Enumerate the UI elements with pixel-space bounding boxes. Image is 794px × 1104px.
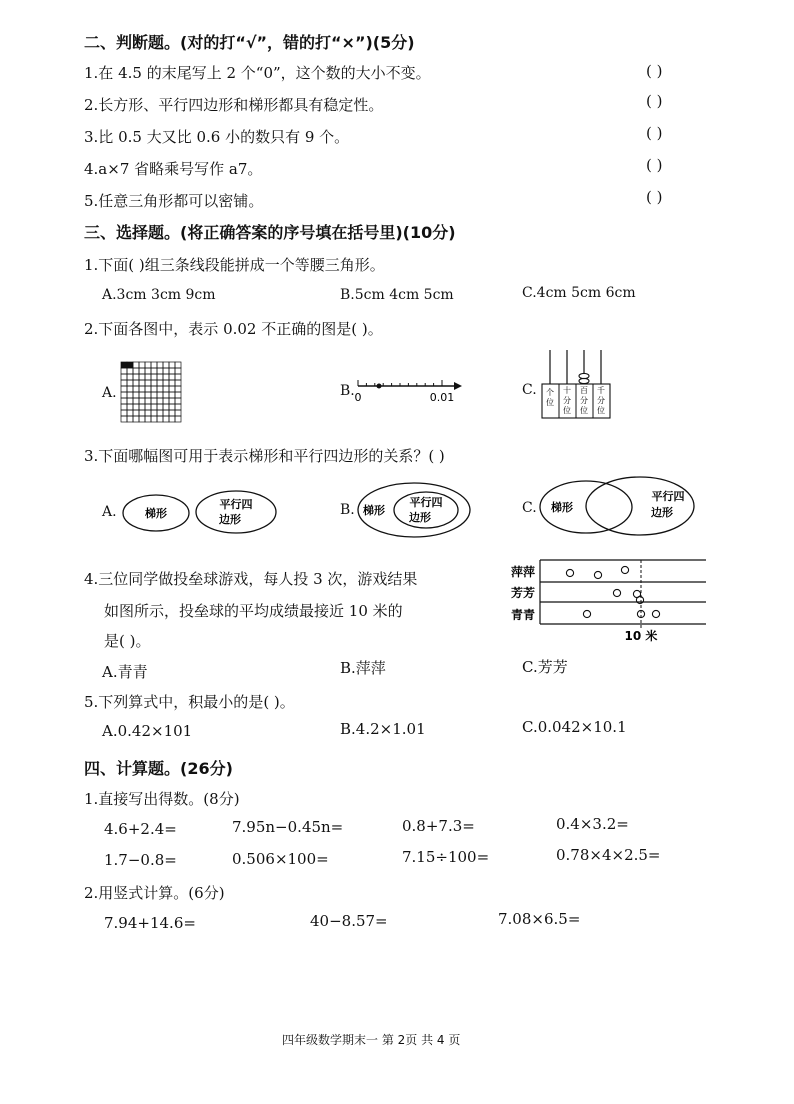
label-parallelogram: 边形 (409, 511, 431, 524)
venn-nested-figure (354, 480, 478, 540)
name-fangfang: 芳芳 (510, 586, 536, 600)
grid-cell (169, 410, 175, 416)
grid-cell (127, 404, 133, 410)
choice-q2-option-c[interactable]: C. (522, 382, 537, 398)
grid-cell (121, 362, 127, 368)
grid-cell (133, 404, 139, 410)
choice-q2-option-a[interactable]: A. (102, 385, 117, 401)
abacus-label: 分 (580, 396, 588, 405)
judge-paren-4[interactable]: ( ) (646, 156, 663, 174)
choice-q5-option-b[interactable]: B.4.2×1.01 (340, 720, 426, 738)
judge-item-3: 3.比 0.5 大又比 0.6 小的数只有 9 个。 (84, 128, 350, 146)
grid-cell (169, 380, 175, 386)
choice-q5: 5.下列算式中，积最小的是( )。 (84, 693, 295, 711)
choice-q3-option-b[interactable]: B. (340, 502, 355, 518)
choice-q4-option-c[interactable]: C.芳芳 (522, 658, 568, 676)
grid-cell (169, 374, 175, 380)
grid-cell (133, 362, 139, 368)
calc-item: 0.4×3.2= (556, 815, 629, 833)
label-parallelogram: 边形 (651, 506, 673, 519)
choice-q3-option-a[interactable]: A. (102, 504, 117, 520)
label-parallelogram: 边形 (219, 513, 241, 526)
grid-cell (175, 368, 181, 374)
grid-cell (151, 386, 157, 392)
grid-cell (127, 410, 133, 416)
grid-cell (127, 398, 133, 404)
grid-cell (151, 404, 157, 410)
throw-mark (621, 566, 628, 573)
grid-cell (169, 404, 175, 410)
grid-cell (145, 392, 151, 398)
grid-cell (145, 368, 151, 374)
grid-cell (121, 386, 127, 392)
hundred-grid-figure (119, 360, 183, 424)
choice-q4-option-a[interactable]: A.青青 (102, 663, 148, 681)
calc-item: 0.506×100= (232, 850, 329, 868)
choice-q5-option-a[interactable]: A.0.42×101 (102, 722, 193, 740)
place-value-figure (540, 348, 614, 422)
judge-item-1: 1.在 4.5 的末尾写上 2 个“0”，这个数的大小不变。 (84, 64, 431, 82)
calc-item: 7.08×6.5= (498, 910, 581, 928)
grid-cell (133, 386, 139, 392)
abacus-label: 分 (597, 396, 605, 405)
grid-cell (139, 392, 145, 398)
grid-cell (169, 368, 175, 374)
venn-separate-figure (120, 488, 280, 536)
calc-q1: 1.直接写出得数。(8分) (84, 790, 240, 808)
judge-paren-2[interactable]: ( ) (646, 92, 663, 110)
grid-cell (133, 410, 139, 416)
throw-mark (566, 569, 573, 576)
grid-cell (151, 374, 157, 380)
grid-cell (133, 398, 139, 404)
abacus-label: 十 (563, 386, 571, 395)
choice-q4-option-b[interactable]: B.萍萍 (340, 659, 386, 677)
calc-item: 0.8+7.3= (402, 817, 475, 835)
grid-cell (157, 362, 163, 368)
grid-cell (175, 392, 181, 398)
calc-item: 4.6+2.4= (104, 820, 177, 838)
grid-cell (145, 410, 151, 416)
grid-cell (163, 392, 169, 398)
grid-cell (145, 404, 151, 410)
grid-cell (139, 398, 145, 404)
grid-cell (145, 416, 151, 422)
grid-cell (139, 410, 145, 416)
calc-item: 0.78×4×2.5= (556, 846, 661, 864)
grid-cell (121, 404, 127, 410)
number-line-hundredth: 0.01 (429, 391, 455, 404)
grid-cell (163, 374, 169, 380)
grid-cell (175, 380, 181, 386)
abacus-label: 个 (546, 388, 554, 397)
grid-cell (121, 392, 127, 398)
abacus-label: 千 (597, 386, 605, 395)
abacus-label: 位 (597, 406, 605, 415)
grid-cell (163, 386, 169, 392)
grid-cell (151, 416, 157, 422)
grid-cell (133, 416, 139, 422)
ten-meter-mark: 10 米 (624, 629, 658, 643)
grid-cell (175, 374, 181, 380)
judge-paren-3[interactable]: ( ) (646, 124, 663, 142)
grid-cell (163, 398, 169, 404)
label-trapezoid: 梯形 (363, 504, 385, 517)
grid-cell (175, 416, 181, 422)
section-3-title: 三、选择题。(将正确答案的序号填在括号里)(10分) (84, 223, 456, 242)
grid-cell (121, 398, 127, 404)
grid-cell (121, 368, 127, 374)
throw-mark (613, 589, 620, 596)
section-2-title: 二、判断题。(对的打“√”，错的打“×”)(5分) (84, 33, 415, 52)
choice-q1-option-b[interactable]: B.5cm 4cm 5cm (340, 287, 454, 303)
grid-cell (163, 380, 169, 386)
grid-cell (145, 380, 151, 386)
grid-cell (169, 386, 175, 392)
calc-item: 7.94+14.6= (104, 914, 196, 932)
grid-cell (145, 362, 151, 368)
throw-mark (652, 610, 659, 617)
grid-cell (175, 398, 181, 404)
judge-item-2: 2.长方形、平行四边形和梯形都具有稳定性。 (84, 96, 384, 114)
grid-cell (169, 398, 175, 404)
grid-cell (139, 374, 145, 380)
grid-cell (127, 362, 133, 368)
choice-q1: 1.下面( )组三条线段能拼成一个等腰三角形。 (84, 256, 385, 274)
abacus-label: 位 (546, 398, 554, 407)
choice-q1-option-a[interactable]: A.3cm 3cm 9cm (102, 287, 216, 303)
grid-cell (163, 416, 169, 422)
abacus-bead (579, 378, 589, 383)
grid-cell (133, 368, 139, 374)
grid-cell (121, 380, 127, 386)
abacus-label: 百 (580, 386, 588, 395)
throw-results-figure (506, 558, 710, 644)
grid-cell (139, 380, 145, 386)
grid-cell (133, 392, 139, 398)
grid-cell (127, 386, 133, 392)
section-4-title: 四、计算题。(26分) (84, 759, 233, 778)
throw-mark (583, 610, 590, 617)
calc-item: 7.15÷100= (402, 848, 490, 866)
judge-paren-1[interactable]: ( ) (646, 62, 663, 80)
calc-q2: 2.用竖式计算。(6分) (84, 884, 225, 902)
grid-cell (163, 368, 169, 374)
grid-cell (163, 404, 169, 410)
choice-q3: 3.下面哪幅图可用于表示梯形和平行四边形的关系？( ) (84, 447, 445, 465)
choice-q1-option-c[interactable]: C.4cm 5cm 6cm (522, 285, 636, 301)
throw-mark (594, 571, 601, 578)
judge-paren-5[interactable]: ( ) (646, 188, 663, 206)
grid-cell (127, 374, 133, 380)
number-line-point (377, 384, 382, 389)
grid-cell (151, 368, 157, 374)
grid-cell (157, 368, 163, 374)
grid-cell (157, 410, 163, 416)
grid-cell (139, 416, 145, 422)
choice-q4-line2: 如图所示，投垒球的平均成绩最接近 10 米的 (104, 602, 403, 620)
grid-cell (175, 386, 181, 392)
grid-cell (127, 368, 133, 374)
grid-cell (133, 380, 139, 386)
grid-cell (175, 404, 181, 410)
grid-cell (157, 398, 163, 404)
grid-cell (133, 374, 139, 380)
choice-q2: 2.下面各图中，表示 0.02 不正确的图是( )。 (84, 320, 383, 338)
choice-q4-line1: 4.三位同学做投垒球游戏，每人投 3 次，游戏结果 (84, 570, 418, 588)
abacus-label: 分 (563, 396, 571, 405)
calc-item: 7.95n−0.45n= (232, 818, 344, 836)
grid-cell (157, 374, 163, 380)
grid-cell (145, 398, 151, 404)
grid-cell (121, 416, 127, 422)
grid-cell (175, 410, 181, 416)
grid-cell (145, 374, 151, 380)
page-footer: 四年级数学期末一 第 2页 共 4 页 (282, 1033, 461, 1047)
grid-cell (169, 416, 175, 422)
grid-cell (127, 380, 133, 386)
grid-cell (151, 398, 157, 404)
grid-cell (121, 374, 127, 380)
grid-cell (121, 410, 127, 416)
grid-cell (163, 362, 169, 368)
label-parallelogram: 平行四 (219, 498, 253, 511)
abacus-bead (579, 373, 589, 378)
label-parallelogram: 平行四 (409, 496, 443, 509)
venn-overlap-figure (538, 476, 698, 540)
grid-cell (175, 362, 181, 368)
judge-item-5: 5.任意三角形都可以密铺。 (84, 192, 264, 210)
grid-cell (139, 368, 145, 374)
grid-cell (139, 362, 145, 368)
abacus-label: 位 (563, 406, 571, 415)
label-trapezoid: 梯形 (551, 501, 573, 514)
grid-cell (151, 410, 157, 416)
grid-cell (157, 380, 163, 386)
calc-item: 1.7−0.8= (104, 851, 177, 869)
grid-cell (145, 386, 151, 392)
grid-cell (157, 392, 163, 398)
grid-cell (157, 386, 163, 392)
grid-cell (157, 404, 163, 410)
grid-cell (127, 416, 133, 422)
grid-cell (127, 392, 133, 398)
grid-cell (151, 380, 157, 386)
choice-q4-line3: 是( )。 (104, 632, 151, 650)
grid-cell (151, 362, 157, 368)
abacus-label: 位 (580, 406, 588, 415)
grid-cell (151, 392, 157, 398)
judge-item-4: 4.a×7 省略乘号写作 a7。 (84, 160, 263, 178)
choice-q3-option-c[interactable]: C. (522, 500, 537, 516)
choice-q5-option-c[interactable]: C.0.042×10.1 (522, 718, 627, 736)
grid-cell (157, 416, 163, 422)
choice-q2-option-b[interactable]: B. (340, 383, 355, 399)
grid-cell (163, 410, 169, 416)
label-parallelogram: 平行四 (651, 490, 685, 503)
number-line-figure (352, 374, 468, 406)
calc-item: 40−8.57= (310, 912, 388, 930)
grid-cell (169, 362, 175, 368)
name-pingping: 萍萍 (510, 565, 536, 579)
name-qingqing: 青青 (510, 608, 536, 622)
grid-cell (139, 404, 145, 410)
grid-cell (169, 392, 175, 398)
label-trapezoid: 梯形 (145, 507, 167, 520)
grid-cell (139, 386, 145, 392)
number-line-zero: 0 (354, 391, 362, 404)
